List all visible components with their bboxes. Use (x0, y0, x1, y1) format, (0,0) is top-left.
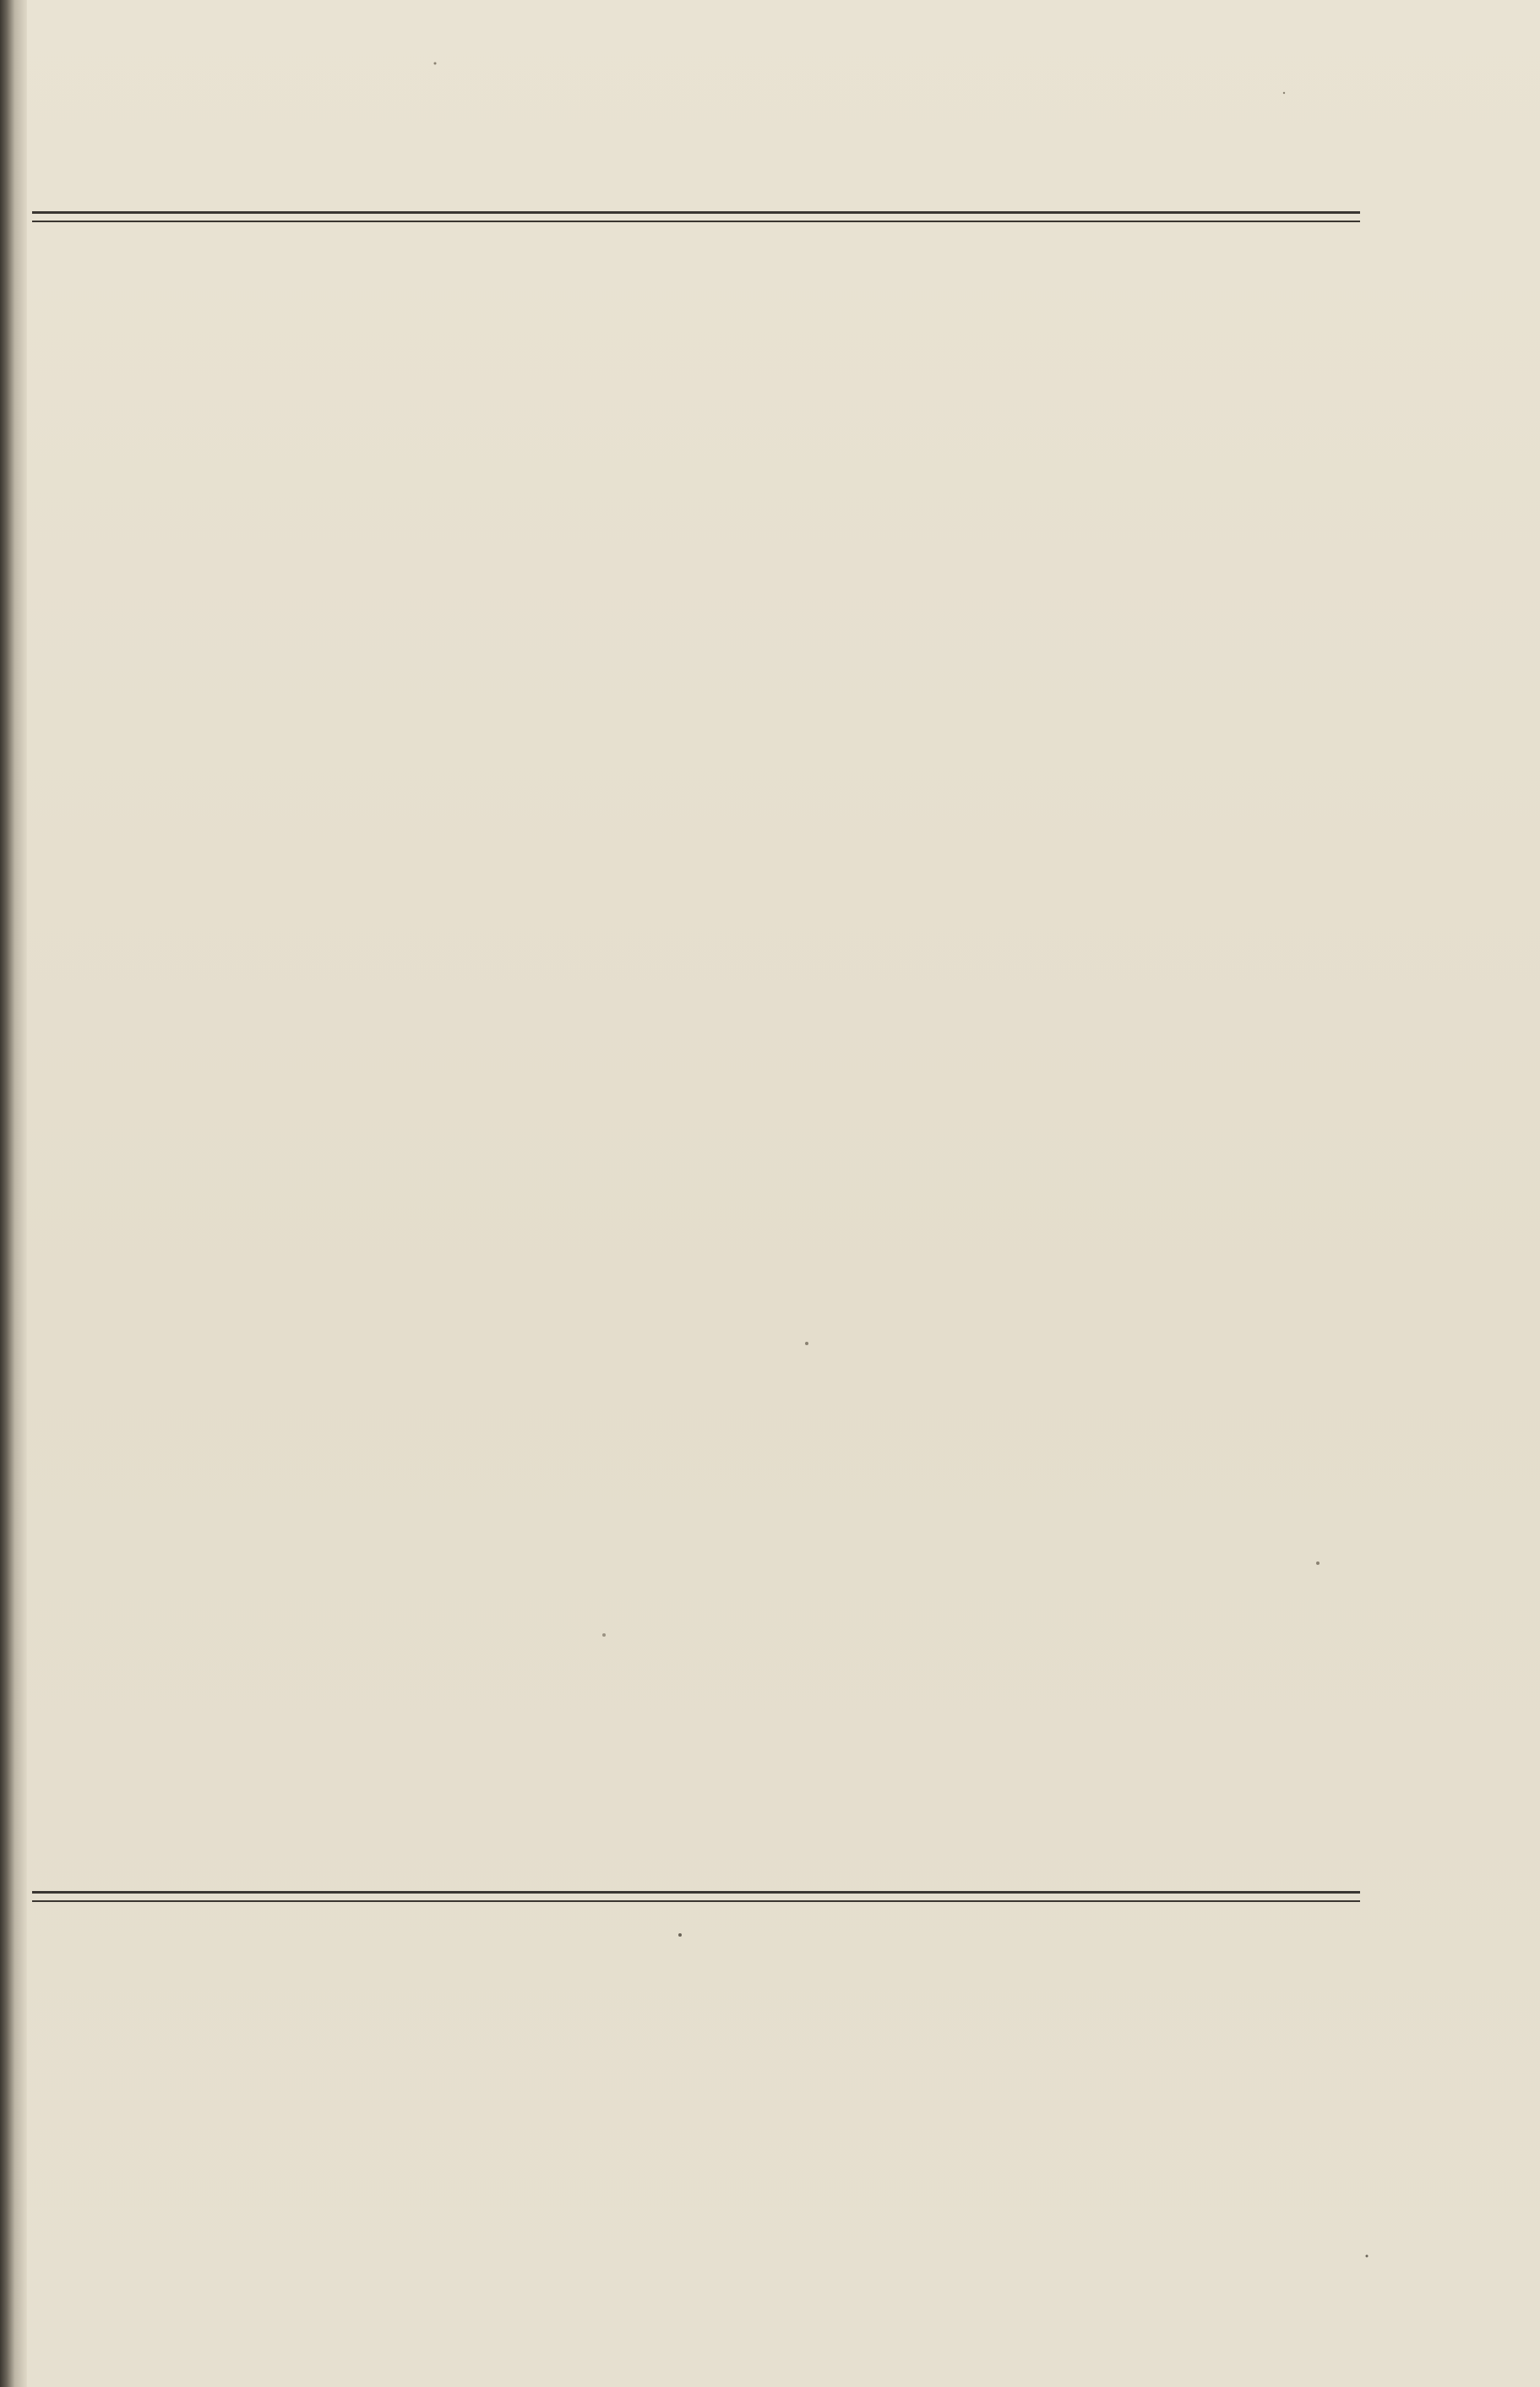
bottom-double-rule (32, 1891, 1360, 1902)
spacer (35, 302, 1362, 324)
spacer (35, 280, 1362, 302)
top-double-rule (32, 211, 1360, 222)
document-body (35, 258, 1362, 324)
spacer (35, 258, 1362, 280)
binding-edge (0, 0, 27, 2387)
